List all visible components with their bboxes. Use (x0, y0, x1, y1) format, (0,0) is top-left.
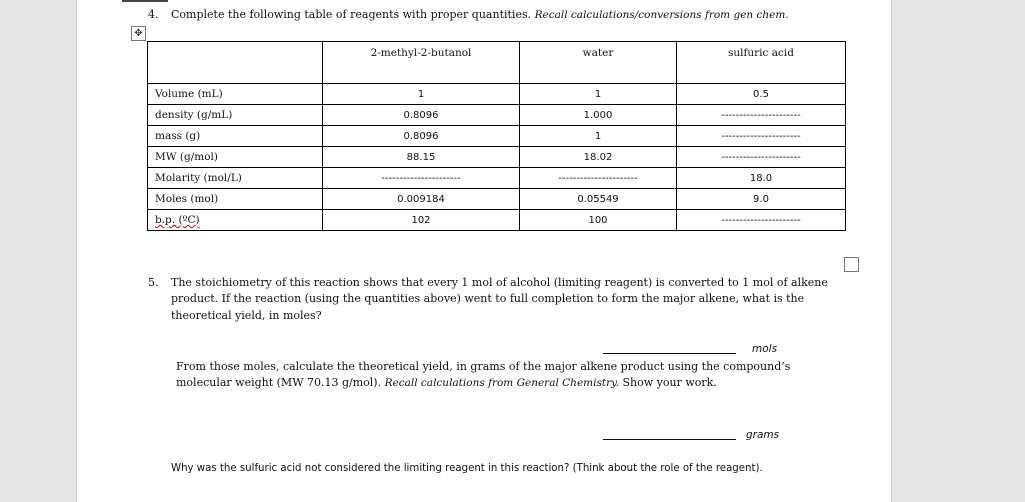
follow-up-hint: Recall calculations from General Chemistry. (384, 377, 619, 389)
table-cell[interactable]: ---------------------- (677, 147, 846, 168)
moles-answer-blank[interactable] (603, 353, 736, 354)
table-cell[interactable]: ---------------------- (677, 105, 846, 126)
table-cell[interactable]: ---------------------- (323, 168, 520, 189)
table-move-handle-icon[interactable]: ✥ (131, 26, 146, 41)
table-cell[interactable]: 1 (323, 84, 520, 105)
column-header-sulfuric-acid[interactable]: sulfuric acid (677, 42, 846, 84)
cut-off-heading-fragment (122, 0, 168, 2)
table-row (148, 84, 846, 105)
follow-up-show-work: Show your work. (622, 376, 717, 389)
table-cell[interactable]: 0.05549 (520, 189, 677, 210)
header-empty-cell[interactable] (148, 42, 323, 84)
table-cell[interactable]: 0.009184 (323, 189, 520, 210)
reagents-table (147, 41, 846, 231)
table-cell[interactable]: 102 (323, 210, 520, 231)
row-label-boiling-point[interactable] (148, 210, 323, 231)
question-4-hint: Recall calculations/conversions from gen chem. (534, 9, 789, 21)
table-cell[interactable]: 18.02 (520, 147, 677, 168)
row-label-molarity[interactable]: Molarity (mol/L) (148, 168, 323, 189)
limiting-reagent-question: Why was the sulfuric acid not considered the limiting reagent in this reaction? (Think about the role of the reagent). (171, 463, 763, 474)
question-5-number: 5. (148, 276, 159, 289)
table-cell[interactable]: ---------------------- (677, 126, 846, 147)
table-cell[interactable]: 88.15 (323, 147, 520, 168)
table-cell[interactable]: ---------------------- (520, 168, 677, 189)
table-cell[interactable]: 0.8096 (323, 126, 520, 147)
grams-unit-label: grams (746, 429, 780, 441)
question-5-line-2: product. If the reaction (using the quantities above) went to full completion to form the major alkene, what is the (171, 292, 805, 305)
table-cell[interactable]: 1 (520, 126, 677, 147)
table-cell[interactable]: 18.0 (677, 168, 846, 189)
grams-answer-blank[interactable] (603, 439, 736, 440)
question-4-instruction: Complete the following table of reagents with proper quantities. (171, 8, 532, 21)
table-row (148, 168, 846, 189)
table-cell[interactable]: 100 (520, 210, 677, 231)
column-header-water[interactable]: water (520, 42, 677, 84)
boiling-point-label-text: b.p. (ºC) (155, 214, 200, 226)
table-row (148, 126, 846, 147)
table-cell[interactable]: 0.8096 (323, 105, 520, 126)
question-5-line-1: The stoichiometry of this reaction shows that every 1 mol of alcohol (limiting reagent) is converted to 1 mol of alkene (171, 276, 828, 289)
row-label-moles[interactable]: Moles (mol) (148, 189, 323, 210)
question-4-number: 4. (148, 8, 159, 21)
table-cell[interactable]: 1 (520, 84, 677, 105)
follow-up-mw-text: molecular weight (MW 70.13 g/mol). (176, 376, 382, 389)
table-row (148, 189, 846, 210)
table-cell[interactable]: 0.5 (677, 84, 846, 105)
row-label-volume[interactable]: Volume (mL) (148, 84, 323, 105)
table-row (148, 210, 846, 231)
follow-up-line-1: From those moles, calculate the theoretical yield, in grams of the major alkene product using the compound’s (176, 360, 791, 373)
table-header-row (148, 42, 846, 84)
question-5-line-3: theoretical yield, in moles? (171, 309, 322, 322)
row-label-density[interactable]: density (g/mL) (148, 105, 323, 126)
column-header-2-methyl-2-butanol[interactable]: 2-methyl-2-butanol (323, 42, 520, 84)
question-4-text (171, 8, 789, 21)
row-label-mass[interactable]: mass (g) (148, 126, 323, 147)
table-cell[interactable]: 9.0 (677, 189, 846, 210)
table-cell[interactable]: 1.000 (520, 105, 677, 126)
table-cell[interactable]: ---------------------- (677, 210, 846, 231)
table-row (148, 147, 846, 168)
checkbox[interactable] (844, 257, 859, 272)
table-row (148, 105, 846, 126)
moles-unit-label: mols (752, 343, 778, 355)
follow-up-line-2 (176, 376, 717, 389)
row-label-mw[interactable]: MW (g/mol) (148, 147, 323, 168)
